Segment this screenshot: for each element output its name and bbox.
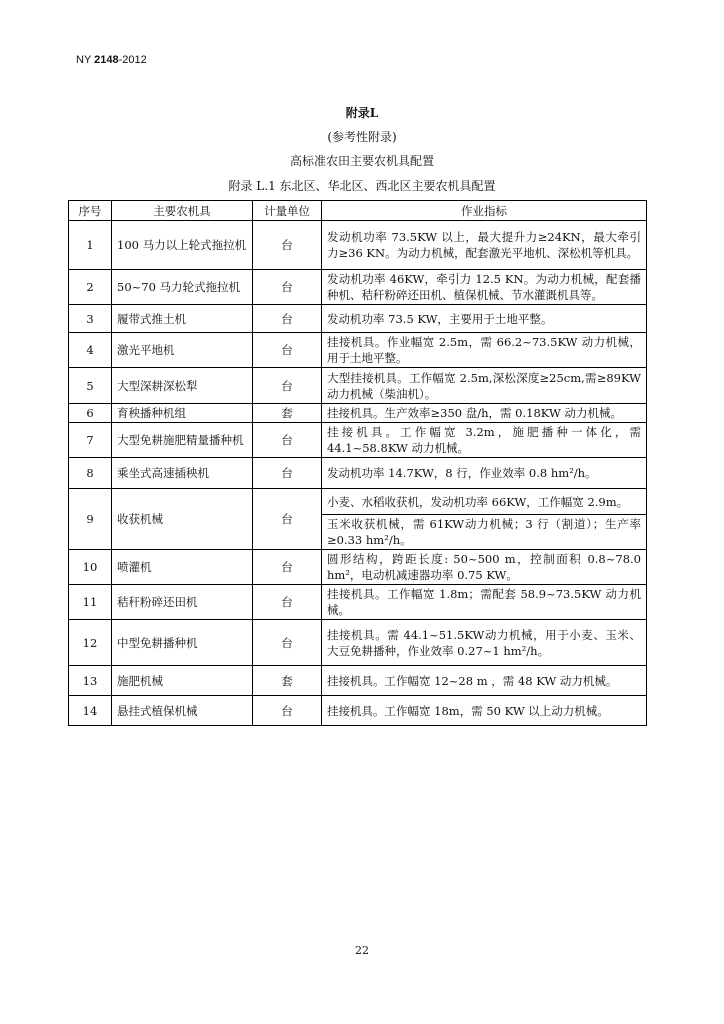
- table-row: [69, 550, 647, 585]
- document-title: 高标准农田主要农机具配置: [289, 154, 434, 168]
- row-unit: 台: [253, 333, 322, 368]
- row-index: 2: [69, 270, 112, 305]
- row-spec: 发动机功率 73.5 KW，主要用于土地平整。: [322, 305, 647, 333]
- table-row: [69, 368, 647, 404]
- row-machine: 100 马力以上轮式拖拉机: [112, 221, 253, 270]
- row-spec: 发动机功率 46KW，牵引力 12.5 KN。为动力机械，配套播种机、秸秆粉碎还田机、植保机械、节水灌溉机具等。: [322, 270, 647, 305]
- row-machine: 育秧播种机组: [112, 404, 253, 423]
- row-index: 6: [69, 404, 112, 423]
- row-unit: 套: [253, 404, 322, 423]
- row-spec: 发动机功率 14.7KW，8 行，作业效率 0.8 hm²/h。: [322, 458, 647, 489]
- row-index: 8: [69, 458, 112, 489]
- table-row: [69, 696, 647, 726]
- row-machine: 收获机械: [112, 489, 253, 550]
- standard-code-number: 2148: [94, 54, 119, 66]
- table-row: [69, 666, 647, 696]
- header-machine: 主要农机具: [112, 201, 253, 221]
- row-index: 11: [69, 585, 112, 620]
- row-index: 13: [69, 666, 112, 696]
- row-unit: 台: [253, 458, 322, 489]
- row-index: 1: [69, 221, 112, 270]
- table-row: [69, 221, 647, 270]
- table-row: [69, 423, 647, 458]
- row-unit: 套: [253, 666, 322, 696]
- row-index: 5: [69, 368, 112, 404]
- row-spec: 圆形结构，跨距长度: 50~500 m，控制面积 0.8~78.0 hm²，电动机减速器功率 0.75 KW。: [322, 550, 647, 585]
- row-machine: 悬挂式植保机械: [112, 696, 253, 726]
- table-row: [69, 620, 647, 666]
- appendix-title: 附录L: [345, 106, 379, 120]
- row-spec: 发动机功率 73.5KW 以上，最大提升力≥24KN，最大牵引力≥36 KN。为动力机械，配套激光平地机、深松机等机具。: [322, 221, 647, 270]
- row-index: 7: [69, 423, 112, 458]
- row-unit: 台: [253, 221, 322, 270]
- row-index: 12: [69, 620, 112, 666]
- row-unit: 台: [253, 489, 322, 550]
- table-row: [69, 333, 647, 368]
- header-spec: 作业指标: [322, 201, 647, 221]
- row-machine: 50~70 马力轮式拖拉机: [112, 270, 253, 305]
- table-row: [69, 458, 647, 489]
- row-machine: 喷灌机: [112, 550, 253, 585]
- row-spec: 挂接机具。工作幅宽 12~28 m ，需 48 KW 动力机械。: [322, 666, 647, 696]
- row-index: 10: [69, 550, 112, 585]
- row-machine: 大型免耕施肥精量播种机: [112, 423, 253, 458]
- row-index: 4: [69, 333, 112, 368]
- row-index: 14: [69, 696, 112, 726]
- row-unit: 台: [253, 620, 322, 666]
- row-unit: 台: [253, 270, 322, 305]
- standard-code: [76, 54, 147, 66]
- row-unit: 台: [253, 585, 322, 620]
- page-number: 22: [355, 944, 369, 957]
- table-row: [69, 270, 647, 305]
- row-index: 9: [69, 489, 112, 550]
- row-spec-secondary: 玉米收获机械，需 61KW动力机械；3 行（割道）；生产率≥0.33 hm²/h。: [322, 515, 647, 550]
- row-unit: 台: [253, 696, 322, 726]
- table-row: [69, 585, 647, 620]
- row-machine: 履带式推土机: [112, 305, 253, 333]
- row-spec: 挂接机具。工作幅宽 1.8m；需配套 58.9~73.5KW 动力机械。: [322, 585, 647, 620]
- row-machine: 施肥机械: [112, 666, 253, 696]
- row-unit: 台: [253, 368, 322, 404]
- row-spec: 大型挂接机具。工作幅宽 2.5m,深松深度≥25cm,需≥89KW 动力机械（柴油机）。: [322, 368, 647, 404]
- header-index: 序号: [69, 201, 112, 221]
- row-machine: 大型深耕深松犁: [112, 368, 253, 404]
- row-spec: 小麦、水稻收获机，发动机功率 66KW，工作幅宽 2.9m。: [322, 489, 647, 515]
- row-machine: 激光平地机: [112, 333, 253, 368]
- row-spec: 挂接机具。工作幅宽 18m，需 50 KW 以上动力机械。: [322, 696, 647, 726]
- row-unit: 台: [253, 423, 322, 458]
- machinery-table: [68, 200, 647, 726]
- row-spec: 挂接机具。生产效率≥350 盘/h，需 0.18KW 动力机械。: [322, 404, 647, 423]
- row-unit: 台: [253, 305, 322, 333]
- table-row: [69, 404, 647, 423]
- row-machine: 秸秆粉碎还田机: [112, 585, 253, 620]
- table-row: [69, 489, 647, 515]
- table-header-row: [69, 201, 647, 221]
- appendix-subtitle: (参考性附录): [327, 130, 397, 144]
- row-spec: 挂接机具。工作幅宽 3.2m，施肥播种一体化，需 44.1~58.8KW 动力机械。: [322, 423, 647, 458]
- row-index: 3: [69, 305, 112, 333]
- row-machine: 中型免耕播种机: [112, 620, 253, 666]
- header-unit: 计量单位: [253, 201, 322, 221]
- row-spec: 挂接机具。需 44.1~51.5KW动力机械，用于小麦、玉米、大豆免耕播种，作业效率 0.27~1 hm²/h。: [322, 620, 647, 666]
- row-spec: 挂接机具。作业幅宽 2.5m，需 66.2~73.5KW 动力机械，用于土地平整。: [322, 333, 647, 368]
- standard-code-prefix: NY: [76, 54, 95, 66]
- table-caption: 附录 L.1 东北区、华北区、西北区主要农机具配置: [228, 179, 496, 193]
- standard-code-year: -2012: [118, 54, 147, 66]
- row-unit: 台: [253, 550, 322, 585]
- row-machine: 乘坐式高速插秧机: [112, 458, 253, 489]
- table-row: [69, 305, 647, 333]
